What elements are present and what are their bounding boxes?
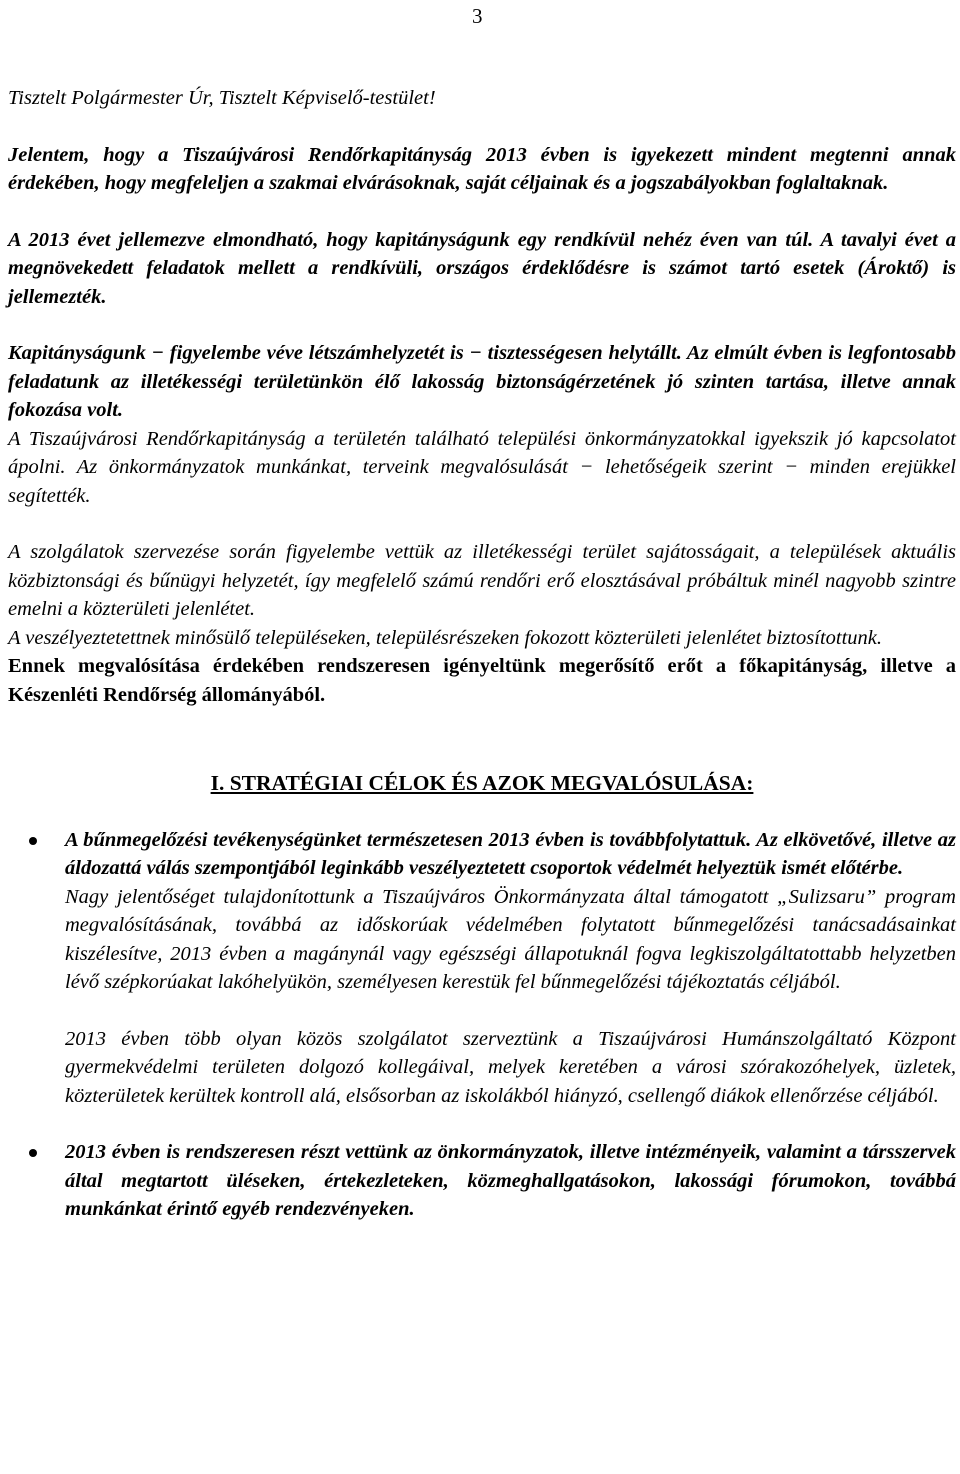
intro-paragraph: Jelentem, hogy a Tiszaújvárosi Rendőrkapitányság 2013 évben is igyekezett mindent megtenni annak érdekében, hogy megfeleljen a szakmai elvárásoknak, saját céljainak és a jogszabályokban foglaltaknak. <box>8 143 956 194</box>
service-paragraph-2: A veszélyeztetettnek minősülő településeken, településrészeken fokozott közterületi jelenlétet biztosítottunk. <box>8 626 883 649</box>
section-title: I. STRATÉGIAI CÉLOK ÉS AZOK MEGVALÓSULÁSA: <box>210 771 754 795</box>
bullet-icon <box>29 1149 37 1157</box>
bullet-icon <box>29 837 37 845</box>
year-summary-paragraph: A 2013 évet jellemezve elmondható, hogy kapitányságunk egy rendkívül nehéz éven van túl. A tavalyi évet a megnövekedett feladatok mellett a rendkívüli, országos érdeklődésre is számot tartó esetek (Ároktő) is jellemezték. <box>8 228 956 308</box>
list-item <box>8 1138 956 1224</box>
relations-paragraph: A Tiszaújvárosi Rendőrkapitányság a területén található települési önkormányzatokkal igyekszik jó kapcsolatot ápolni. Az önkormányzatok munkánkat, terveink megvalósulását − lehetőségeik szerint − minden erejükkel segítették. <box>8 427 956 507</box>
document-body <box>8 84 956 1224</box>
salutation: Tisztelt Polgármester Úr, Tisztelt Képviselő-testület! <box>8 87 436 109</box>
bullet-lead: 2013 évben is rendszeresen részt vettünk az önkormányzatok, illetve intézményeik, valamint a társszervek által megtartott üléseken, értekezleteken, közmeghallgatásokon, lakossági fórumokon, továbbá munkánkat érintő egyéb rendezvényeken. <box>65 1141 956 1220</box>
service-paragraph-1: A szolgálatok szervezése során figyelembe vettük az illetékességi terület sajátosságait, a települések aktuális közbiztonsági és bűnügyi helyzetét, így megfelelő számú rendőri erő elosztásával próbáltuk minél nagyobb szintre emelni a közterületi jelenlétet. <box>8 541 956 620</box>
bullet-body: 2013 évben több olyan közös szolgálatot szerveztünk a Tiszaújvárosi Humánszolgáltató Központ gyermekvédelmi területen dolgozó kollegáival, melyek keretében a városi szórakozóhelyek, üzletek, közterületek kerültek kontroll alá, elsősorban az iskolákból hiányzó, csellengő diákok ellenőrzése céljából. <box>65 1027 956 1107</box>
list-item <box>8 826 956 1111</box>
bullet-lead: A bűnmegelőzési tevékenységünket természetesen 2013 évben is továbbfolytattuk. Az elkövetővé, illetve az áldozattá válás szempontjából leginkább veszélyeztetett csoportok védelmét helyeztük ismét előtérbe. <box>65 828 956 879</box>
bullet-body: Nagy jelentőséget tulajdonítottunk a Tiszaújváros Önkormányzata által támogatott „Sulizsaru” program megvalósításának, továbbá az időskorúak védelmében folytatott bűnmegelőzési tanácsadásainkat kiszélesítve, 2013 évben a magánynál vagy egészségi állapotuknál fogva legkiszolgáltatottabb helyzetben lévő szépkorúakat lakóhelyükön, személyesen kerestük fel bűnmegelőzési tájékoztatás céljából. <box>65 885 956 993</box>
service-paragraph-3: Ennek megvalósítása érdekében rendszeresen igényeltünk megerősítő erőt a főkapitányság, illetve a Készenléti Rendőrség állományából. <box>8 655 956 706</box>
page-number: 3 <box>472 4 483 28</box>
duties-paragraph: Kapitányságunk − figyelembe véve létszámhelyzetét is − tisztességesen helytállt. Az elmúlt évben is legfontosabb feladatunk az illetékességi területünkön élő lakosság biztonságérzetének jó szinten tartása, illetve annak fokozása volt. <box>8 342 956 421</box>
